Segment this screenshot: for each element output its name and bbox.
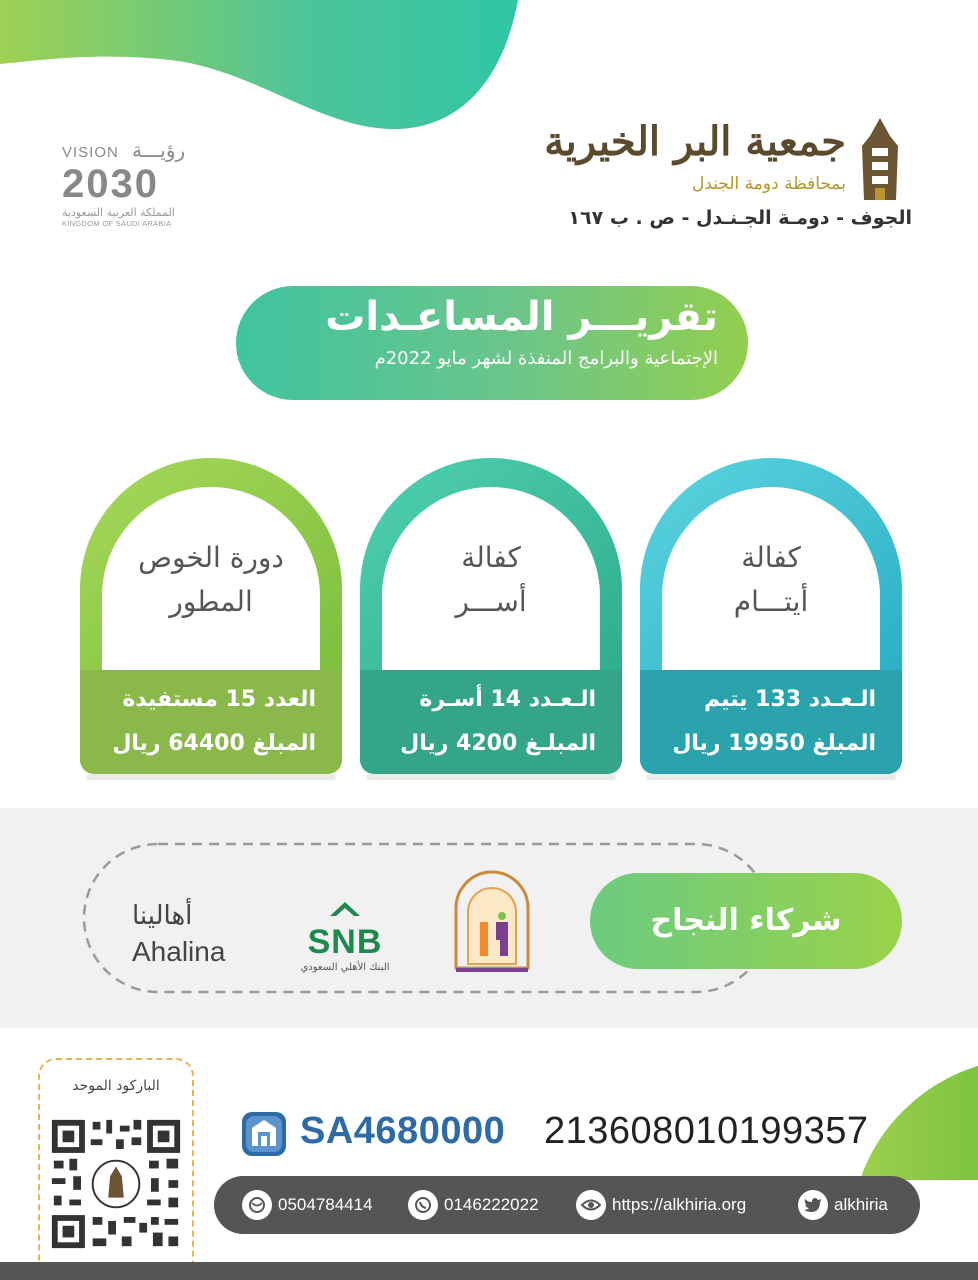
mosque-tower-icon	[850, 116, 910, 204]
vision-kingdom-ar: المملكة العربية السعودية	[62, 206, 175, 219]
card-heading-line1: كفالة	[461, 541, 521, 574]
vision-year: 2030	[62, 162, 159, 206]
card-heading-line2: المطور	[169, 585, 253, 618]
unified-barcode-card	[38, 1058, 194, 1280]
phone-landline-number: 0146222022	[444, 1195, 539, 1214]
card-family-sponsorship	[360, 458, 622, 778]
vision-kingdom-en: KINGDOM OF SAUDI ARABIA	[62, 219, 172, 228]
card-stats-box	[360, 670, 622, 774]
website-url: https://alkhiria.org	[612, 1195, 747, 1214]
snb-name: SNB	[307, 923, 383, 961]
partner-society-logo	[446, 864, 538, 974]
vision-label-en: VISION	[62, 144, 119, 161]
contact-website[interactable]	[576, 1190, 746, 1220]
card-stats-box	[640, 670, 902, 774]
partner-ahalina-logo	[132, 898, 252, 970]
report-subtitle: الإجتماعية والبرامج المنفذة لشهر مايو 2022م	[374, 348, 718, 369]
card-amount: المبلغ 19950 ريال	[672, 731, 876, 756]
ahalina-name-ar: أهالينا	[132, 901, 193, 931]
contact-phone-landline[interactable]	[408, 1190, 539, 1220]
iban-row	[242, 1110, 902, 1160]
partner-snb-logo	[290, 898, 400, 973]
card-amount: المبلـغ 4200 ريال	[400, 731, 596, 756]
card-heading-line2: أســـر	[455, 585, 527, 618]
iban-number[interactable]: 213608010199357	[544, 1110, 869, 1152]
phone-icon	[242, 1190, 272, 1220]
snb-chevron-icon	[328, 898, 362, 918]
vision-label-ar: رؤيـــة	[131, 138, 186, 162]
partners-title-pill: شركاء النجاح	[590, 873, 902, 969]
eye-web-icon	[576, 1190, 606, 1220]
card-heading	[660, 536, 882, 624]
bank-app-icon	[242, 1112, 286, 1156]
card-stats-box	[80, 670, 342, 774]
charity-governorate: بمحافظة دومة الجندل	[692, 174, 846, 194]
card-shadow	[366, 774, 616, 780]
charity-logo	[544, 112, 918, 242]
card-heading	[100, 536, 322, 624]
card-heading-line1: كفالة	[741, 541, 801, 574]
snb-subtitle: البنك الأهلي السعودي	[300, 962, 390, 973]
card-count: العدد 15 مستفيدة	[122, 687, 316, 712]
ahalina-name-en: Ahalina	[132, 936, 226, 967]
bottom-strip	[0, 1262, 978, 1280]
twitter-handle: alkhiria	[834, 1195, 888, 1214]
phone-mobile-number: 0504784414	[278, 1195, 373, 1214]
card-heading-line2: أيتـــام	[733, 585, 809, 618]
iban-code[interactable]: SA4680000	[300, 1110, 506, 1152]
card-heading	[380, 536, 602, 624]
card-weaving-course	[80, 458, 342, 778]
card-count: الـعـدد 14 أسـرة	[419, 687, 596, 712]
charity-address: الجوف - دومـة الجـنـدل - ص . ب ١٦٧	[568, 207, 912, 229]
vision-2030-logo	[62, 138, 207, 238]
card-heading-line1: دورة الخوص	[138, 541, 284, 574]
card-count: الـعـدد 133 يتيم	[704, 687, 876, 712]
report-title: تقريـــر المساعـدات	[325, 294, 718, 340]
report-title-banner	[236, 286, 748, 400]
contact-bar	[214, 1176, 920, 1234]
twitter-icon	[798, 1190, 828, 1220]
card-shadow	[86, 774, 336, 780]
card-amount: المبلغ 64400 ريال	[112, 731, 316, 756]
whatsapp-icon	[408, 1190, 438, 1220]
contact-phone-mobile[interactable]	[242, 1190, 373, 1220]
contact-twitter[interactable]	[798, 1190, 888, 1220]
charity-name: جمعية البر الخيرية	[544, 118, 846, 165]
card-orphan-sponsorship	[640, 458, 902, 778]
card-shadow	[646, 774, 896, 780]
qr-code-icon[interactable]	[48, 1114, 184, 1254]
barcode-label: الباركود الموحد	[72, 1078, 160, 1094]
